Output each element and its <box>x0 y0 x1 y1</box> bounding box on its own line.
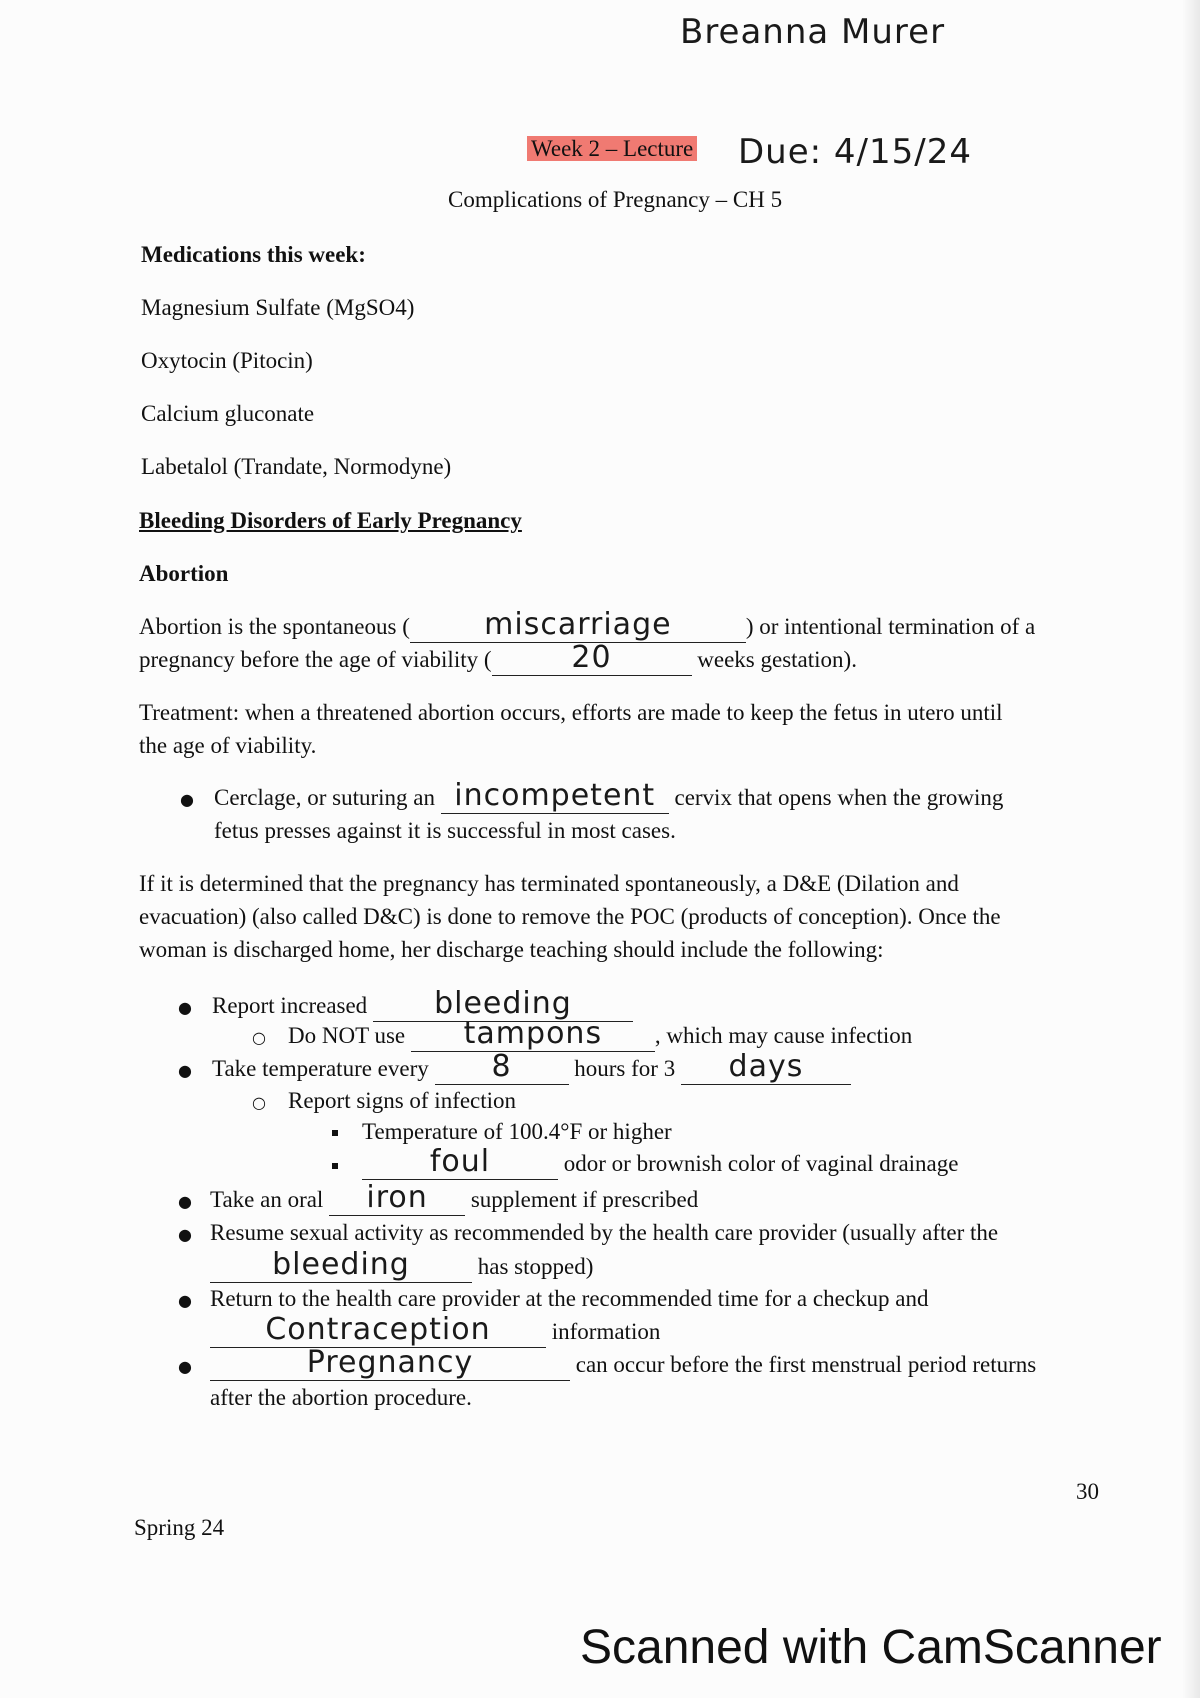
return-line2 <box>210 1312 661 1348</box>
blank-incompetent <box>441 778 669 814</box>
bullet-dot: ● <box>178 1061 192 1080</box>
abortion-heading: Abortion <box>139 561 229 586</box>
bullet-dot: ● <box>178 1192 192 1211</box>
week-label <box>527 133 697 165</box>
answer-foul: foul <box>429 1144 491 1179</box>
section-heading: Bleeding Disorders of Early Pregnancy <box>139 508 522 533</box>
resume-activity-line2 <box>210 1247 594 1283</box>
text: information <box>551 1319 661 1344</box>
text: ) or intentional termination of a <box>745 614 1036 639</box>
blank-foul <box>362 1144 558 1180</box>
answer-bleeding: bleeding <box>434 986 572 1021</box>
text: pregnancy before the age of viability ( <box>139 647 492 672</box>
page-number: 30 <box>1076 1479 1099 1504</box>
blank-miscarriage <box>410 607 746 643</box>
blank-hours <box>435 1049 569 1085</box>
return-line1: Return to the health care provider at the recommended time for a checkup and <box>210 1286 929 1311</box>
sub-sub-bullet-square <box>332 1163 338 1169</box>
bullet-dot: ● <box>180 790 194 809</box>
answer-days: days <box>728 1049 804 1084</box>
pregnancy-line2: after the abortion procedure. <box>210 1385 472 1410</box>
temperature-line: Temperature of 100.4°F or higher <box>362 1119 672 1144</box>
scan-edge-shadow <box>1182 0 1200 1698</box>
answer-miscarriage: miscarriage <box>484 607 672 642</box>
text: Report increased <box>212 993 368 1018</box>
de-paragraph-line2: evacuation) (also called D&C) is done to remove the POC (products of conception). Once the <box>139 904 1001 929</box>
oral-iron-line <box>210 1180 699 1216</box>
foul-odor-line <box>362 1144 959 1180</box>
week-label-highlight: Week 2 – Lecture <box>527 136 697 161</box>
text: can occur before the first menstrual period returns <box>575 1352 1037 1377</box>
do-not-use-line <box>288 1016 913 1052</box>
answer-hours: 8 <box>491 1049 512 1084</box>
abortion-definition-line2 <box>139 640 857 676</box>
text: hours for 3 <box>574 1056 676 1081</box>
sub-bullet-circle: ○ <box>252 1093 266 1112</box>
treatment-line2: the age of viability. <box>139 733 317 758</box>
bullet-dot: ● <box>178 1357 192 1376</box>
text: Cerclage, or suturing an <box>214 785 435 810</box>
blank-iron <box>329 1180 465 1216</box>
answer-contraception: Contraception <box>265 1312 491 1347</box>
answer-pregnancy: Pregnancy <box>306 1345 474 1380</box>
medication-item: Oxytocin (Pitocin) <box>141 348 313 373</box>
student-name: Breanna Murer <box>680 12 946 52</box>
text: , which may cause infection <box>654 1023 913 1048</box>
text: Abortion is the spontaneous ( <box>139 614 410 639</box>
blank-weeks <box>492 640 692 676</box>
text: Take temperature every <box>212 1056 429 1081</box>
resume-activity-line1: Resume sexual activity as recommended by the health care provider (usually after the <box>210 1220 999 1245</box>
bullet-dot: ● <box>178 998 192 1017</box>
text: has stopped) <box>477 1254 594 1279</box>
medication-item: Calcium gluconate <box>141 401 315 426</box>
de-paragraph-line3: woman is discharged home, her discharge teaching should include the following: <box>139 937 884 962</box>
medications-heading: Medications this week: <box>141 242 366 267</box>
cerclage-line1 <box>214 778 1004 814</box>
text: odor or brownish color of vaginal drainage <box>563 1151 959 1176</box>
cerclage-line2: fetus presses against it is successful in most cases. <box>214 818 676 843</box>
answer-iron: iron <box>366 1180 428 1215</box>
due-date: Due: 4/15/24 <box>738 132 972 172</box>
de-paragraph-line1: If it is determined that the pregnancy has terminated spontaneously, a D&E (Dilation and <box>139 871 959 896</box>
take-temperature-line <box>212 1049 851 1085</box>
bullet-dot: ● <box>178 1291 192 1310</box>
blank-tampons <box>411 1016 655 1052</box>
report-signs-line: Report signs of infection <box>288 1088 517 1113</box>
camscanner-watermark: Scanned with CamScanner <box>580 1621 1162 1674</box>
term-label: Spring 24 <box>134 1515 225 1540</box>
text: cervix that opens when the growing <box>674 785 1004 810</box>
text: weeks gestation). <box>697 647 857 672</box>
medication-item: Magnesium Sulfate (MgSO4) <box>141 295 415 320</box>
abortion-definition-line1 <box>139 607 1036 643</box>
page-subtitle: Complications of Pregnancy – CH 5 <box>448 187 783 212</box>
pregnancy-line1 <box>210 1345 1037 1381</box>
text: Do NOT use <box>288 1023 406 1048</box>
bullet-dot: ● <box>178 1225 192 1244</box>
text: supplement if prescribed <box>470 1187 699 1212</box>
blank-pregnancy <box>210 1345 570 1381</box>
medication-item: Labetalol (Trandate, Normodyne) <box>141 454 452 479</box>
sub-sub-bullet-square <box>332 1130 338 1136</box>
blank-contraception <box>210 1312 546 1348</box>
answer-bleeding-stopped: bleeding <box>272 1247 410 1282</box>
answer-tampons: tampons <box>463 1016 603 1051</box>
blank-bleeding-stopped <box>210 1247 472 1283</box>
text: Take an oral <box>210 1187 324 1212</box>
answer-incompetent: incompetent <box>454 778 656 813</box>
answer-weeks: 20 <box>571 640 612 675</box>
sub-bullet-circle: ○ <box>252 1028 266 1047</box>
blank-days <box>681 1049 851 1085</box>
treatment-line1: Treatment: when a threatened abortion occurs, efforts are made to keep the fetus in utero until <box>139 700 1003 725</box>
